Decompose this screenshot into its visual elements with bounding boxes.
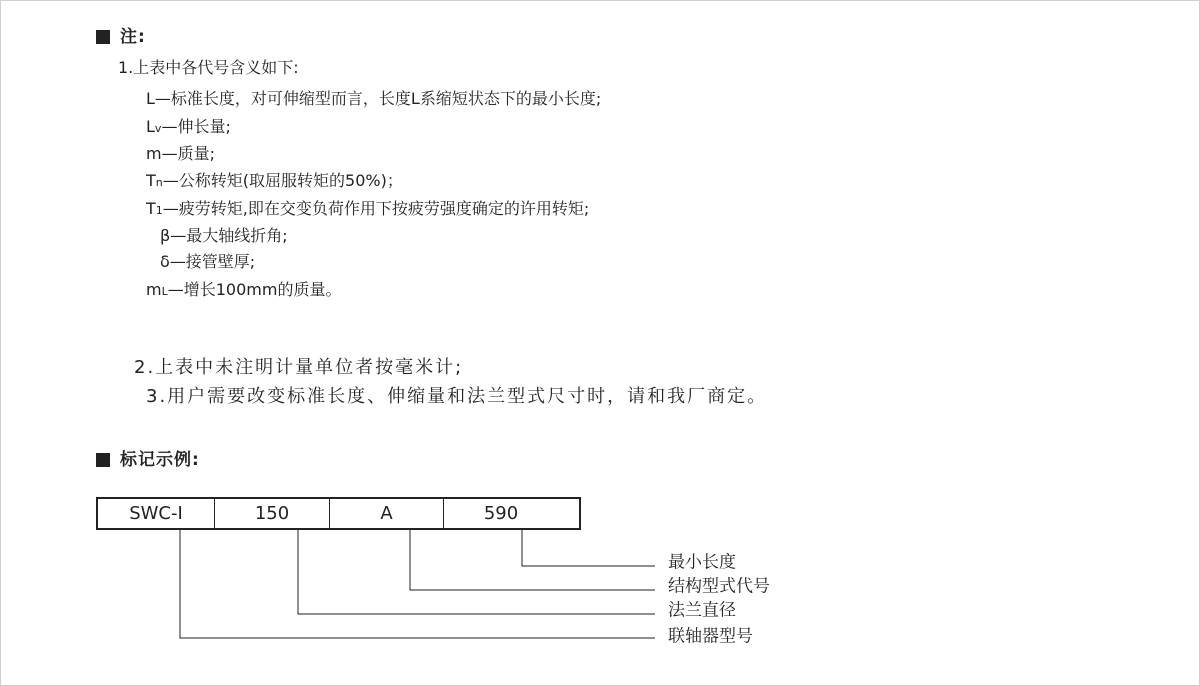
marking-heading: 标记示例: [120, 450, 200, 470]
label-flange-diameter: 法兰直径 [668, 600, 736, 621]
definition-subscript: n [155, 176, 163, 189]
code-cell-type: A [330, 499, 444, 528]
leader-line-model [180, 530, 655, 638]
code-cell-length: 590 [483, 503, 519, 524]
definition-text: —疲劳转矩,即在交变负荷作用下按疲劳强度确定的许用转矩; [162, 199, 590, 218]
label-min-length: 最小长度 [668, 552, 736, 573]
definition-symbol: L [146, 89, 155, 108]
definition-text: —最大轴线折角; [170, 226, 288, 245]
label-coupling-model: 联轴器型号 [668, 626, 753, 647]
definition-text: —标准长度，对可伸缩型而言，长度L系缩短状态下的最小长度; [154, 89, 602, 108]
definition-text: —伸长量; [161, 117, 231, 136]
note-item-3: 3.用户需要改变标准长度、伸缩量和法兰型式尺寸时，请和我厂商定。 [146, 386, 768, 407]
definition-symbol: δ [160, 252, 170, 271]
definition-text: —质量; [161, 144, 215, 163]
code-cell-flange: 150 [215, 499, 330, 528]
definition-symbol: m [146, 144, 162, 163]
code-cell-model: SWC-Ⅰ [98, 499, 215, 528]
definition-symbol: T [146, 199, 156, 218]
definition-text: —增长100mm的质量。 [167, 280, 342, 299]
definition-symbol: T [146, 171, 156, 190]
leader-line-type [410, 530, 655, 590]
leader-line-flange [298, 530, 655, 614]
note-item-1: 1.上表中各代号含义如下: [118, 58, 299, 77]
definition-subscript: 1 [155, 204, 163, 217]
definition-subscript: v [154, 122, 162, 135]
definition-text: —接管壁厚; [169, 252, 256, 271]
notes-heading: 注: [120, 27, 146, 47]
definition-symbol: β [160, 226, 171, 245]
note-item-2: 2.上表中未注明计量单位者按毫米计; [134, 357, 464, 378]
definition-subscript: L [161, 285, 168, 298]
leader-line-length [522, 530, 655, 566]
definition-symbol: m [146, 280, 162, 299]
definition-symbol: L [146, 117, 155, 136]
label-structure-type: 结构型式代号 [668, 576, 770, 597]
definition-text: —公称转矩(取屈服转矩的50%)； [162, 171, 403, 190]
